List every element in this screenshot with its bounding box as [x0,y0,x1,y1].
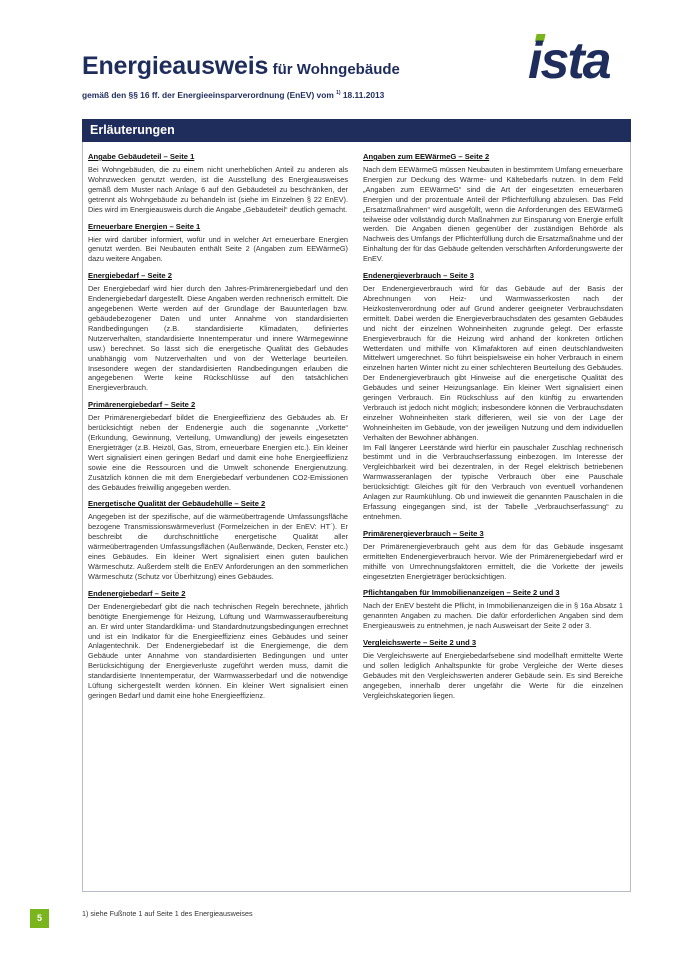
section-heading: Primärenergiebedarf – Seite 2 [88,400,196,410]
section-text: Hier wird darüber informiert, wofür und in welcher Art erneuerbare Energien genutzt werden. Bei Neubauten enthält Seite 2 (Angaben zum EEWärmeG) dazu weitere Angaben. [88,234,348,264]
section-text: Nach dem EEWärmeG müssen Neubauten in bestimmtem Umfang erneuerbare Energien zur Deckung des Wärme- und Kältebedarfs nutzen. In dem Feld „Angaben zum EEWärmeG“ sind die Art der eingesetzten erneuerbaren Energien und der prozentuale Anteil der Pflichterfüllung abzulesen. Das Feld „Ersatzmaßnahmen“ wird ausgefüllt, wenn die Anforderungen des EEWärmeG teilweise oder vollständig durch Maßnahmen zur Einsparung von Energie erfüllt werden. Die Angaben dienen gegenüber der zuständigen Behörde als Nachweis des Umfangs der Pflichterfüllung durch die Ersatzmaßnahme und der Einhaltung der für das Gebäude geltenden verschärften Anforderungswerte der EnEV. [363,165,624,264]
subtitle-text: gemäß den §§ 16 ff. der Energieeinsparverordnung (EnEV) vom [82,90,334,100]
subtitle-footnote-ref: 1) [336,90,341,97]
section-vergleichswerte [363,638,623,701]
section-text: Der Energiebedarf wird hier durch den Jahres-Primärenergiebedarf und den Endenergiebedarf dargestellt. Diese Angaben werden rechnerisch ermittelt. Die angegebenen Werte werden auf der Grundlage der Bauunterlagen bzw. gebäudebezogener Daten und unter Annahme von standardisierten Randbedingungen (z.B. standardisierte Klimadaten, definiertes Nutzerverhalten, standardisierte Innentemperatur und innere Wärmegewinne usw.) berechnet. So lässt sich die energetische Qualität des Gebäudes unabhängig vom Nutzerverhalten und von der Wetterlage beurteilen. Insesondere wegen der standardisierten Randbedingungen erlauben die angegebenen Werte keine Rückschlüsse auf den tatsächlichen Energieverbrauch. [88,284,348,393]
section-primaerenergieverbrauch [363,529,623,582]
section-gebaeudeteil [88,152,348,215]
subtitle-date: 18.11.2013 [340,90,385,100]
document-title [82,52,400,81]
section-heading: Vergleichswerte – Seite 2 und 3 [363,638,477,648]
section-text: Angegeben ist der spezifische, auf die wärmeübertragende Umfassungsfläche bezogene Transmissionswärmeverlust (Formelzeichen in der EnEV: HT´). Er beschreibt die durchschnittliche energetische Qualität aller wärmeübertragenden Umfassungsflächen (Außenwände, Decken, Fenster etc.) eines Gebäudes. Ein kleiner Wert signalisiert einen guten baulichen Wärmeschutz. Außerdem stellt die EnEV Anforderungen an den sommerlichen Wärmeschutz (Schutz vor Überhitzung) eines Gebäudes. [88,512,348,581]
section-heading: Energetische Qualität der Gebäudehülle – Seite 2 [88,499,266,509]
section-erneuerbare-energien [88,222,348,265]
section-endenergiebedarf [88,589,348,701]
section-text-continued: Im Fall längerer Leerstände wird hierfür ein pauschaler Zuschlag rechnerisch bestimmt und in die Verbrauchserfassung einbezogen. Im Interesse der Vergleichbarkeit wird bei dezentralen, in der Regel elektrisch betriebenen Warmwasseranlagen der typische Verbrauch über eine Pauschale berücksichtigt: Gleiches gilt für den Verbrauch von eventuell vorhandenen Anlagen zur Raumkühlung. Ob und inwieweit die genannten Pauschalen in die Erfassung eingegangen sind, ist der Tabelle „Verbrauchserfassung“ zu entnehmen. [363,442,623,521]
section-pflichtangaben [363,588,623,631]
document-subtitle [82,90,384,100]
section-text: Die Vergleichswerte auf Energiebedarfsebene sind modellhaft ermittelte Werte und sollen lediglich Anhaltspunkte für grobe Vergleiche der Werte dieses Gebäudes mit den Vergleichswerten anderer Gebäude sein. Es sind Bereiche angegeben, innerhalb derer ungefähr die Werte für die einzelnen Vergleichskategorien liegen. [363,651,623,700]
section-text: Der Primärenergiebedarf bildet die Energieeffizienz des Gebäudes ab. Er berücksichtigt neben der Endenergie auch die sogenannte „Vorkette“ (Erkundung, Gewinnung, Verteilung, Umwandlung) der jeweils eingesetzten Energieträger (z.B. Heizöl, Gas, Strom, erneuerbare Energien etc.). Ein kleiner Wert signalisiert einen geringen Bedarf und damit eine hohe Energieeffizienz sowie eine die Ressourcen und die Umwelt schonende Energienutzung. Zusätzlich können die mit dem Energiebedarf verbundenen CO2-Emissionen des Gebäudes freiwillig angegeben werden. [88,413,348,492]
section-endenergieverbrauch [363,271,623,522]
page-number-badge: 5 [30,909,49,928]
section-heading: Pflichtangaben für Immobilienanzeigen – Seite 2 und 3 [363,588,560,598]
title-rest: für Wohngebäude [272,61,400,78]
section-heading: Endenergiebedarf – Seite 2 [88,588,186,598]
left-column [88,152,348,708]
ista-logo-text: ista [528,32,610,82]
section-heading: Endenergieverbrauch – Seite 3 [363,271,474,281]
section-eewaermeg [363,152,623,264]
section-heading: Primärenergieverbrauch – Seite 3 [363,528,484,538]
section-title-bar: Erläuterungen [82,119,631,142]
section-gebaeudehuelle [88,499,348,581]
title-main: Energieausweis [82,52,269,80]
section-text: Nach der EnEV besteht die Pflicht, in Immobilienanzeigen die in § 16a Absatz 1 genannten Angaben zu machen. Die dafür erforderlichen Angaben sind dem Energieausweis zu entnehmen, je nach Ausweisart der Seite 2 oder 3. [363,601,623,631]
section-energiebedarf [88,271,348,393]
footnote: 1) siehe Fußnote 1 auf Seite 1 des Energieausweises [82,909,253,918]
section-text: Der Endenergiebedarf gibt die nach technischen Regeln berechnete, jährlich benötigte Energiemenge für Heizung, Lüftung und Warmwasseraufbereitung an. Er wird unter Standardklima- und Standardnutzungsbedingungen errechnet und ist ein Indikator für die Energieeffizienz eines Gebäudes und seiner Anlagentechnik. Der Endenergiebedarf ist die Energiemenge, die dem Gebäude unter Annahme von standardisierten Bedingungen und unter Berücksichtigung der Energieverluste zugeführt werden muss, damit die standardisierte Innentemperatur, der Warmwasserbedarf und die notwendige Lüftung sichergestellt werden können. Ein kleiner Wert signalisiert einen geringen Bedarf und damit eine hohe Energieeffizienz. [88,601,348,700]
section-text: Der Endenergieverbrauch wird für das Gebäude auf der Basis der Abrechnungen von Heiz- und Warmwasserkosten nach der Heizkostenverordnung oder auf Grund anderer geeigneter Verbrauchsdaten ermittelt. Dabei werden die Energieverbrauchsdaten des gesamten Gebäudes und nicht der einzelnen Wohneinheiten zugrunde gelegt. Der erfasste Energieverbrauch für die Heizung wird anhand der konkreten örtlichen Wetterdaten und mithilfe von Klimafaktoren auf einen deutschlandweiten Mittelwert umgerechnet. So führt beispielsweise ein hoher Verbrauch in einem einzelnen harten Winter nicht zu einer schlechteren Beurteilung des Gebäudes. Der Endenergieverbrauch gibt Hinweise auf die energetische Qualität des Gebäudes und seiner Heizungsanlage. Ein kleiner Wert signalisiert einen geringen Verbrauch. Ein Rückschluss auf den künftig zu erwartenden Verbrauch ist jedoch nicht möglich; insbesondere können die Verbrauchsdaten einzelner Wohneinheiten stark differieren, weil sie von der Lage der Wohneinheiten im Gebäude, von der jeweiligen Nutzung und dem individuellen Verhalten der Bewohner abhängen. [363,284,623,442]
section-text: Bei Wohngebäuden, die zu einem nicht unerheblichen Anteil zu anderen als Wohnzwecken genutzt werden, ist die Ausstellung des Energieausweises gemäß dem Muster nach Anlage 6 auf den Gebäudeteil zu beschränken, der getrennt als Wohngebäude zu behandeln ist (siehe im Einzelnen § 22 EnEV). Dies wird im Energieausweis durch die Angabe „Gebäudeteil“ deutlich gemacht. [88,165,348,214]
section-heading: Angabe Gebäudeteil – Seite 1 [88,152,195,161]
section-heading: Angaben zum EEWärmeG – Seite 2 [363,152,490,161]
ista-logo [526,32,634,82]
section-text: Der Primärenergieverbrauch geht aus dem für das Gebäude insgesamt ermittelten Endenergieverbrauch hervor. Wie der Primärenergiebedarf wird er mithilfe von Umrechnungsfaktoren ermittelt, die die Vorkette der jeweils eingesetzten Energieträger berücksichtigen. [363,541,623,581]
section-primaerenergiebedarf [88,400,348,492]
right-column [363,152,623,708]
section-heading: Erneuerbare Energien – Seite 1 [88,221,201,231]
section-heading: Energiebedarf – Seite 2 [88,271,172,281]
